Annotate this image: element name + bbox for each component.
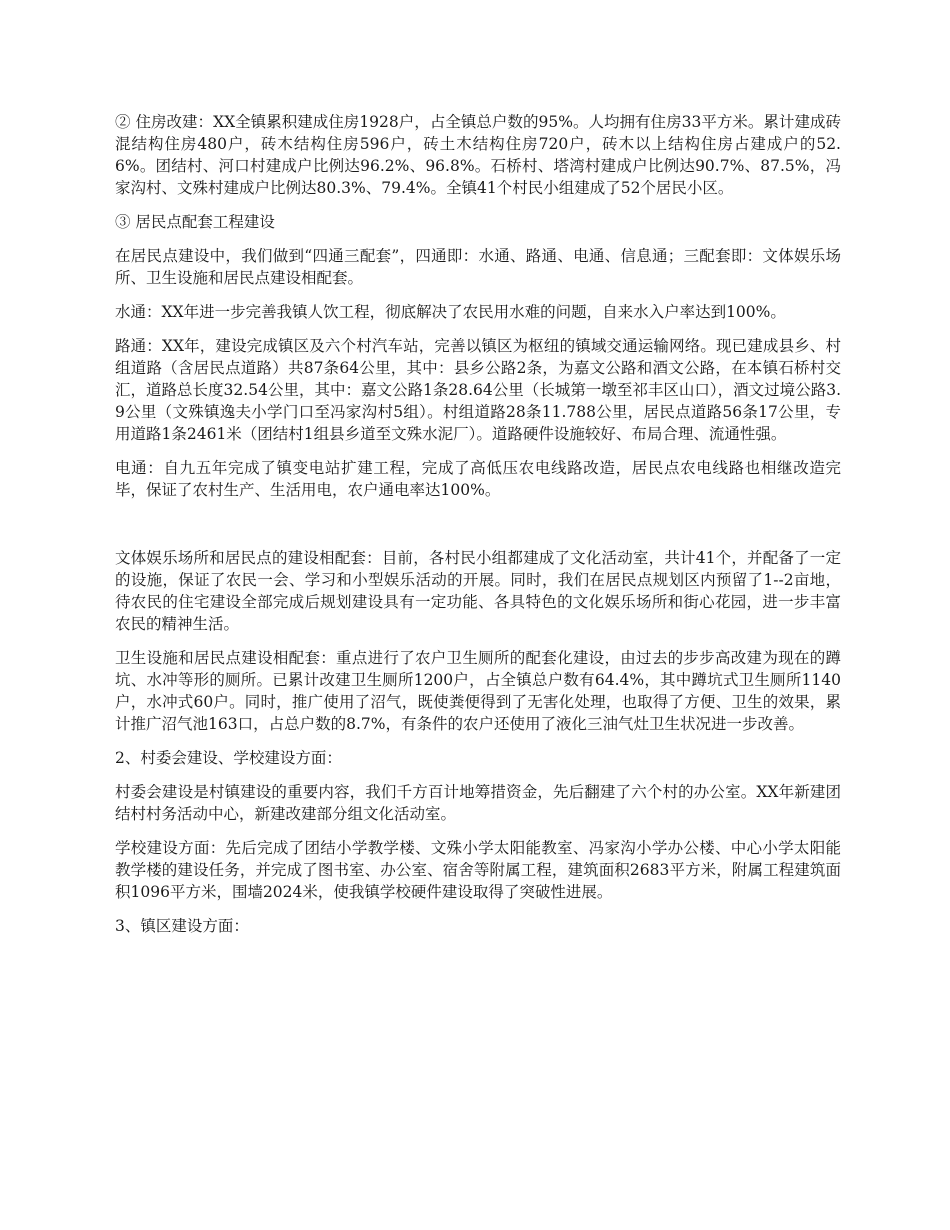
paragraph-roads: 路通：XX年，建设完成镇区及六个村汽车站，完善以镇区为枢纽的镇域交通运输网络。现已建成县乡、村组道路（含居民点道路）共87条64公里，其中：县乡公路2条，为嘉文公路和酒文公路，在本镇石桥村交汇，道路总长度32.54公里，其中：嘉文公路1条28.64公里（长城第一墩至祁丰区山口），酒文过境公路3.9公里（文殊镇逸夫小学门口至冯家沟村5组）。村组道路28条11.788公里，居民点道路56条17公里，专用道路1条2461米（团结村1组县乡道至文殊水泥厂）。道路硬件设施较好、布局合理、流通性强。	[115, 337, 841, 443]
heading-village-school: 2、村委会建设、学校建设方面：	[115, 749, 342, 767]
paragraph-housing-reconstruction: ② 住房改建：XX全镇累积建成住房1928户，占全镇总户数的95%。人均拥有住房33平方米。累计建成砖混结构住房480户，砖木结构住房596户，砖土木结构住房720户，砖木以上结构住房占建成户的52.6%。团结村、河口村建成户比例达96.2%、96.8%。石桥村、塔湾村建成户比例达90.7%、87.5%，冯家沟村、文殊村建成户比例达80.3%、79.4%。全镇41个村民小组建成了52个居民小区。	[115, 113, 841, 197]
paragraph-cultural-venues: 文体娱乐场所和居民点的建设相配套：目前，各村民小组都建成了文化活动室，共计41个，并配备了一定的设施，保证了农民一会、学习和小型娱乐活动的开展。同时，我们在居民点规划区内预留了1--2亩地，待农民的住宅建设全部完成后规划建设具有一定功能、各具特色的文化娱乐场所和街心花园，进一步丰富农民的精神生活。	[115, 549, 841, 633]
paragraph-water: 水通：XX年进一步完善我镇人饮工程，彻底解决了农民用水难的问题，自来水入户率达到100%。	[115, 303, 786, 321]
heading-town-area: 3、镇区建设方面：	[115, 917, 249, 935]
paragraph-village-committee: 村委会建设是村镇建设的重要内容，我们千方百计地筹措资金，先后翻建了六个村的办公室。XX年新建团结村村务活动中心，新建改建部分组文化活动室。	[115, 783, 841, 823]
paragraph-sanitation: 卫生设施和居民点建设相配套：重点进行了农户卫生厕所的配套化建设，由过去的步步高改建为现在的蹲坑、水冲等形的厕所。已累计改建卫生厕所1200户，占全镇总户数有64.4%，其中蹲坑式卫生厕所1140户，水冲式60户。同时，推广使用了沼气，既使粪便得到了无害化处理，也取得了方便、卫生的效果，累计推广沼气池163口，占总户数的8.7%，有条件的农户还使用了液化三油气灶卫生状况进一步改善。	[115, 649, 841, 733]
paragraph-electricity: 电通：自九五年完成了镇变电站扩建工程，完成了高低压农电线路改造，居民点农电线路也相继改造完毕，保证了农村生产、生活用电，农户通电率达100%。	[115, 459, 841, 499]
paragraph-four-connections: 在居民点建设中，我们做到“四通三配套”，四通即：水通、路通、电通、信息通；三配套即：文体娱乐场所、卫生设施和居民点建设相配套。	[115, 247, 841, 287]
heading-supporting-works: ③ 居民点配套工程建设	[115, 213, 275, 231]
paragraph-school-construction: 学校建设方面：先后完成了团结小学教学楼、文殊小学太阳能教室、冯家沟小学办公楼、中心小学太阳能教学楼的建设任务，并完成了图书室、办公室、宿舍等附属工程，建筑面积2683平方米，附属工程建筑面积1096平方米，围墙2024米，使我镇学校硬件建设取得了突破性进展。	[115, 839, 841, 901]
blank-gap	[115, 513, 841, 547]
document-body	[115, 111, 841, 949]
